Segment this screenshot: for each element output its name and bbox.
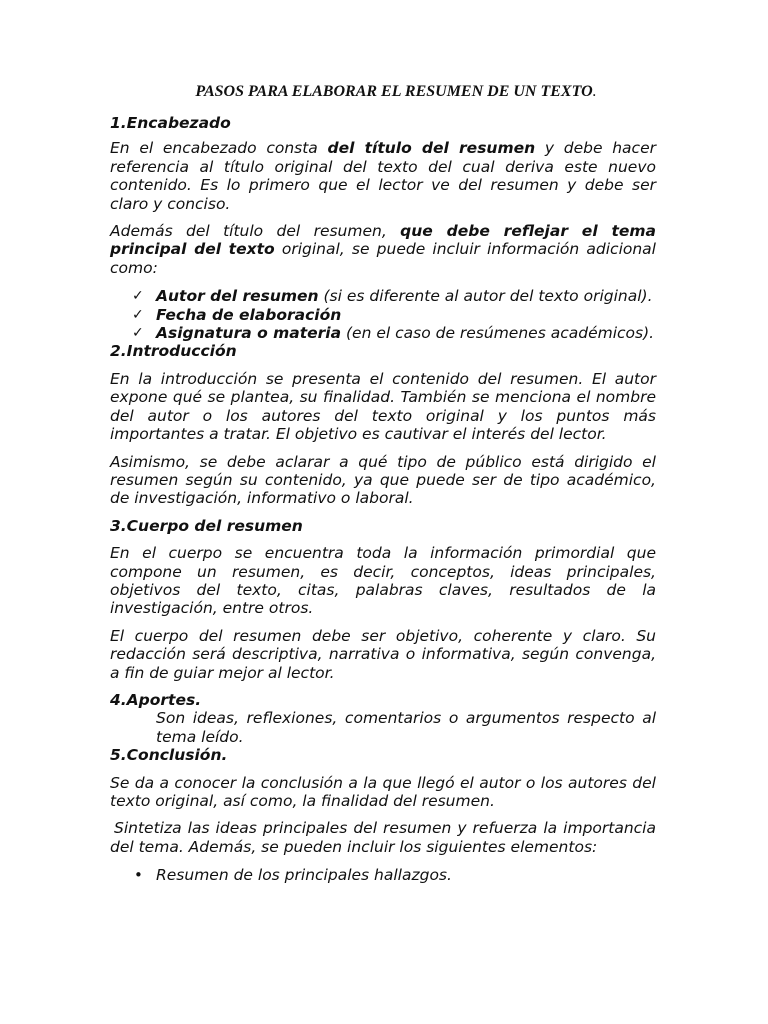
section-heading-aportes: 4.Aportes. bbox=[110, 690, 202, 709]
paragraph-cuerpo-1: En el cuerpo se encuentra toda la información primordial que compone un resumen, es decir, conceptos, ideas principales, objetivos del texto, citas, palabras claves, resultados de la investigación, entre otros. bbox=[110, 544, 656, 618]
paragraph-cuerpo-2: El cuerpo del resumen debe ser objetivo, coherente y claro. Su redacción será descriptiva, narrativa o informativa, según convenga, a fin de guiar mejor al lector. bbox=[110, 626, 656, 682]
checklist-info-adicional bbox=[110, 287, 656, 342]
document-title: PASOS PARA ELABORAR EL RESUMEN DE UN TEXTO. bbox=[195, 83, 597, 100]
section-heading-encabezado: 1.Encabezado bbox=[110, 114, 231, 132]
checkmark-icon: ✓ bbox=[132, 288, 144, 305]
paragraph-aportes: Son ideas, reflexiones, comentarios o argumentos respecto al tema leído. bbox=[156, 709, 656, 746]
section-heading-conclusion: 5.Conclusión. bbox=[110, 746, 228, 765]
paragraph-encabezado-2: Además del título del resumen, que debe reflejar el tema principal del texto original, se puede incluir información adicional como: bbox=[110, 222, 656, 277]
section-heading-cuerpo: 3.Cuerpo del resumen bbox=[110, 516, 303, 535]
list-item: ✓ Asignatura o materia (en el caso de resúmenes académicos). bbox=[132, 324, 655, 343]
paragraph-encabezado-1: En el encabezado consta del título del resumen y debe hacer referencia al título original del texto del cual deriva este nuevo contenido. Es lo primero que el lector ve del resumen y debe ser claro y conciso. bbox=[110, 139, 656, 213]
document-body bbox=[110, 82, 656, 885]
list-item: ✓ Autor del resumen (si es diferente al autor del texto original). bbox=[132, 287, 653, 306]
bullet-list-elementos bbox=[110, 866, 656, 884]
checkmark-icon: ✓ bbox=[132, 306, 144, 323]
list-item: • Resumen de los principales hallazgos. bbox=[134, 866, 452, 885]
checkmark-icon: ✓ bbox=[132, 325, 144, 342]
paragraph-introduccion-2: Asimismo, se debe aclarar a qué tipo de público está dirigido el resumen según su contenido, ya que puede ser de tipo académico, de investigación, informativo o laboral. bbox=[110, 452, 656, 508]
paragraph-conclusion-2: Sintetiza las ideas principales del resumen y refuerza la importancia del tema. Además, se pueden incluir los siguientes elementos: bbox=[110, 819, 656, 856]
paragraph-conclusion-1: Se da a conocer la conclusión a la que llegó el autor o los autores del texto original, así como, la finalidad del resumen. bbox=[110, 773, 656, 810]
section-heading-introduccion: 2.Introducción bbox=[110, 342, 237, 361]
paragraph-introduccion-1: En la introducción se presenta el contenido del resumen. El autor expone qué se plantea, su finalidad. También se menciona el nombre del autor o los autores del texto original y los puntos más importantes a tratar. El objetivo es cautivar el interés del lector. bbox=[110, 369, 656, 444]
list-item: ✓ Fecha de elaboración bbox=[132, 305, 342, 324]
bullet-icon: • bbox=[134, 866, 143, 885]
